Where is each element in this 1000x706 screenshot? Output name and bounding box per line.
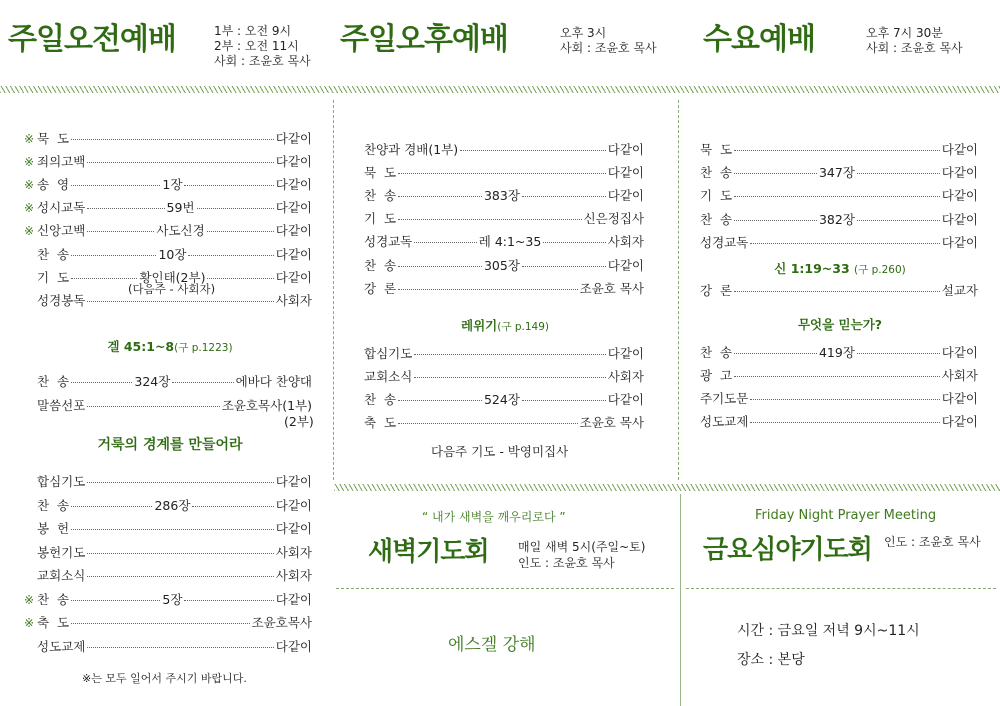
next-week-prayer: 다음주 기도 - 박영미집사 [431, 444, 569, 459]
order-label: 찬 송 [700, 345, 733, 360]
order-label: 주기도문 [700, 391, 749, 406]
leader-dots [398, 266, 482, 267]
order-label: 찬 송 [37, 591, 70, 607]
order-leader: 다같이 [275, 269, 313, 285]
order-row [700, 186, 978, 204]
dawn-prayer-info [518, 539, 645, 571]
leader-dots [172, 382, 233, 383]
leader-dots [184, 600, 273, 601]
order-row [24, 221, 312, 239]
leader-dots [857, 173, 940, 174]
friday-leader: 인도 : 조윤호 목사 [884, 535, 981, 549]
order-label: 찬 송 [37, 374, 70, 389]
leader-dots [87, 231, 154, 232]
morning-info-line: 1부 : 오전 9시 [214, 24, 292, 38]
order-label: 강 론 [700, 283, 733, 298]
order-detail: 419장 [818, 345, 855, 360]
order-row [700, 281, 978, 299]
order-label: 합심기도 [37, 474, 86, 489]
leader-dots [207, 231, 274, 232]
order-row [364, 163, 644, 181]
leader-dots [87, 553, 273, 554]
order-row [700, 210, 978, 228]
order-row [364, 413, 644, 431]
order-leader: 사회자 [275, 544, 312, 560]
column-divider-left [333, 100, 334, 480]
order-leader: 다같이 [607, 392, 644, 407]
order-label: 축 도 [364, 415, 397, 430]
order-row [24, 152, 312, 170]
order-row [24, 245, 312, 263]
order-leader: 다같이 [275, 497, 312, 513]
order-leader: 다같이 [941, 211, 978, 227]
leader-dots [71, 278, 137, 279]
order-leader: 다같이 [607, 257, 644, 273]
order-detail: 59번 [166, 200, 195, 216]
leader-dots [734, 220, 817, 221]
bottom-column-divider [680, 494, 681, 706]
leader-dots [750, 399, 939, 400]
order-label: 성시교독 [37, 200, 86, 216]
standing-mark: ※ [24, 224, 35, 239]
order-leader: 다같이 [941, 345, 978, 360]
order-label: 죄의고백 [37, 154, 86, 170]
leader-dots [207, 278, 273, 279]
leader-dots [71, 255, 156, 256]
order-label: 교회소식 [37, 568, 86, 583]
morning-info-line: 사회 : 조윤호 목사 [214, 54, 311, 68]
leader-dots [414, 242, 476, 243]
order-leader: 조윤호목사 [251, 615, 312, 630]
order-detail: 황인태(2부) [139, 269, 206, 285]
order-row [24, 129, 312, 147]
order-leader: 다같이 [275, 591, 312, 607]
order-detail: 383장 [483, 188, 520, 204]
order-row [700, 343, 978, 361]
order-leader: 에바다 찬양대 [235, 374, 313, 389]
dawn-prayer-title: 새벽기도회 [368, 537, 489, 567]
order-row [24, 613, 312, 631]
standing-mark: ※ [24, 178, 35, 193]
leader-dots [398, 400, 482, 401]
leader-dots [71, 185, 160, 186]
wednesday-info-line: 사회 : 조윤호 목사 [866, 41, 963, 55]
order-leader: 조윤호목사(1부) [221, 398, 312, 413]
order-leader: 다같이 [275, 223, 313, 239]
order-label: 봉 헌 [37, 521, 70, 536]
order-row [24, 372, 312, 390]
leader-dots [71, 506, 152, 507]
leader-dots [734, 291, 940, 292]
order-row [364, 367, 644, 385]
wednesday-scripture-text: 신 1:19~33 [774, 261, 850, 276]
order-label: 광 고 [700, 368, 733, 383]
standing-mark: ※ [24, 201, 35, 216]
leader-dots [734, 173, 817, 174]
order-leader: 다같이 [275, 154, 312, 170]
top-divider [0, 86, 1000, 93]
order-label: 성경교독 [364, 234, 413, 250]
order-leader: 조윤호 목사 [579, 415, 644, 430]
standing-mark: ※ [24, 592, 35, 607]
standing-footnote [82, 670, 247, 686]
order-label: 성경교독 [700, 234, 749, 250]
order-detail: 286장 [154, 497, 191, 513]
order-label: 송 영 [37, 177, 70, 193]
order-detail: 305장 [483, 257, 520, 273]
order-label: 찬 송 [700, 211, 733, 227]
standing-footnote-text: ※는 모두 일어서 주시기 바랍니다. [82, 672, 247, 685]
dawn-info-line: 매일 새벽 5시(주일~토) [518, 540, 646, 554]
leader-dots [522, 400, 606, 401]
leader-dots [71, 623, 250, 624]
order-row [24, 198, 312, 216]
order-label: 강 론 [364, 280, 397, 296]
order-row [364, 279, 644, 297]
dawn-quote: “ 내가 새벽을 깨우리로다 ” [422, 510, 566, 524]
leader-dots [192, 506, 273, 507]
order-leader: 다같이 [275, 474, 312, 489]
leader-dots [734, 196, 940, 197]
afternoon-sermon-text: 레위기 [461, 318, 498, 333]
order-leader: 다같이 [275, 200, 312, 216]
order-row [24, 543, 312, 561]
order-label: 성경봉독 [37, 292, 86, 308]
leader-dots [522, 266, 606, 267]
order-detail: 382장 [818, 211, 855, 227]
leader-dots [522, 196, 606, 197]
standing-mark: ※ [24, 155, 35, 170]
leader-dots [734, 150, 940, 151]
order-leader: 다같이 [607, 142, 644, 157]
sermon-second-service-note: (2부) [284, 414, 314, 429]
leader-dots [87, 301, 273, 302]
leader-dots [87, 208, 164, 209]
order-row [364, 186, 644, 204]
leader-dots [734, 376, 940, 377]
leader-dots [87, 647, 273, 648]
leader-dots [857, 220, 940, 221]
order-row [24, 519, 312, 537]
leader-dots [87, 576, 273, 577]
order-label: 성도교제 [700, 414, 749, 429]
leader-dots [87, 482, 273, 483]
morning-scripture [30, 337, 310, 355]
leader-dots [398, 196, 482, 197]
leader-dots [414, 354, 605, 355]
leader-dots [750, 243, 939, 244]
order-label: 기 도 [37, 269, 70, 285]
order-detail: 10장 [158, 246, 187, 262]
prayer-next-week-note: (다음주 - 사회자) [128, 282, 216, 296]
order-detail: 1장 [162, 177, 183, 193]
morning-scripture-text: 겔 45:1~8 [107, 339, 175, 354]
leader-dots [414, 377, 605, 378]
leader-dots [460, 150, 606, 151]
order-label: 기 도 [364, 211, 397, 227]
leader-dots [543, 242, 605, 243]
order-leader: 다같이 [607, 165, 644, 181]
friday-time: 시간 : 금요일 저녁 9시~11시 [737, 623, 920, 639]
order-leader: 다같이 [941, 234, 978, 250]
order-row [364, 390, 644, 408]
leader-dots [87, 406, 220, 407]
leader-dots [87, 162, 273, 163]
order-leader: 조윤호 목사 [579, 280, 644, 296]
afternoon-service-title: 주일오후예배 [340, 22, 508, 57]
order-label: 묵 도 [364, 165, 397, 181]
leader-dots [398, 219, 582, 220]
leader-dots [750, 422, 939, 423]
order-label: 찬 송 [700, 165, 733, 181]
afternoon-sermon-title [360, 316, 650, 334]
order-detail: 레 4:1~35 [478, 234, 542, 250]
order-row [24, 590, 312, 608]
order-row [700, 140, 978, 158]
wednesday-service-title: 수요예배 [703, 22, 815, 57]
order-leader: 다같이 [607, 188, 644, 204]
order-row [24, 396, 312, 414]
order-detail: 324장 [134, 374, 171, 389]
order-leader: 다같이 [275, 521, 312, 536]
order-leader: 다같이 [941, 414, 978, 429]
order-leader: 다같이 [941, 142, 978, 157]
leader-dots [398, 289, 578, 290]
order-row [24, 496, 312, 514]
afternoon-service-info [560, 26, 657, 56]
leader-dots [71, 382, 132, 383]
order-label: 찬 송 [364, 257, 397, 273]
order-label: 축 도 [37, 615, 70, 630]
order-row [24, 637, 312, 655]
friday-prayer-title: 금요심야기도회 [703, 535, 872, 565]
order-row [700, 233, 978, 251]
dawn-info-line: 인도 : 조윤호 목사 [518, 556, 615, 570]
order-leader: 설교자 [941, 283, 978, 298]
friday-place: 장소 : 본당 [737, 652, 805, 668]
leader-dots [857, 353, 940, 354]
order-label: 말씀선포 [37, 398, 86, 413]
leader-dots [197, 208, 274, 209]
order-label: 교회소식 [364, 369, 413, 384]
bottom-divider [334, 484, 1000, 491]
order-detail: 347장 [818, 165, 855, 181]
order-label: 찬 송 [364, 392, 397, 407]
order-leader: 다같이 [941, 165, 978, 181]
leader-dots [71, 139, 274, 140]
order-detail: 524장 [483, 392, 520, 407]
order-row [364, 344, 644, 362]
order-row [24, 472, 312, 490]
order-label: 기 도 [700, 188, 733, 204]
order-leader: 신은정집사 [583, 211, 644, 227]
dawn-study-title: 에스겔 강해 [448, 635, 536, 655]
order-leader: 다같이 [275, 177, 312, 193]
order-row [700, 366, 978, 384]
order-row [700, 163, 978, 181]
leader-dots [71, 600, 160, 601]
order-label: 찬 송 [37, 497, 70, 513]
order-label: 봉헌기도 [37, 544, 86, 560]
afternoon-info-line: 사회 : 조윤호 목사 [560, 41, 657, 55]
order-label: 신앙고백 [37, 223, 86, 239]
order-row [364, 140, 644, 158]
order-row [24, 566, 312, 584]
order-label: 합심기도 [364, 346, 413, 361]
order-label: 묵 도 [37, 131, 70, 146]
order-label: 찬 송 [364, 188, 397, 204]
order-leader: 다같이 [275, 131, 312, 146]
morning-info-line: 2부 : 오전 11시 [214, 39, 299, 53]
order-label: 찬 송 [37, 246, 70, 262]
friday-subtitle: Friday Night Prayer Meeting [755, 508, 937, 523]
leader-dots [184, 185, 273, 186]
order-leader: 사회자 [607, 369, 644, 384]
morning-service-info [214, 24, 311, 69]
standing-mark: ※ [24, 616, 35, 630]
leader-dots [734, 353, 817, 354]
leader-dots [398, 423, 578, 424]
order-row [700, 412, 978, 430]
wednesday-scripture-ref: (구 p.260) [854, 264, 906, 276]
dawn-separator [336, 588, 674, 589]
order-leader: 다같이 [941, 391, 978, 406]
order-row [364, 256, 644, 274]
morning-sermon-title: 거룩의 경계를 만들어라 [97, 437, 243, 453]
friday-separator [686, 588, 996, 589]
order-label: 묵 도 [700, 142, 733, 157]
wednesday-info-line: 오후 7시 30분 [866, 26, 943, 40]
order-detail: 5장 [162, 591, 183, 607]
order-leader: 다같이 [275, 638, 312, 654]
order-label: 성도교제 [37, 638, 86, 654]
wednesday-service-info [866, 26, 963, 56]
afternoon-sermon-ref: (구 p.149) [497, 321, 549, 333]
leader-dots [71, 529, 274, 530]
order-label: 찬양과 경배(1부) [364, 142, 459, 157]
wednesday-sermon-title: 무엇을 믿는가? [797, 317, 883, 332]
order-leader: 사회자 [941, 368, 978, 383]
order-leader: 사회자 [607, 234, 644, 250]
order-row [364, 232, 644, 250]
order-row [700, 389, 978, 407]
order-leader: 사회자 [275, 568, 312, 583]
order-leader: 다같이 [607, 346, 644, 361]
morning-service-title: 주일오전예배 [8, 22, 176, 57]
order-leader: 다같이 [275, 246, 313, 262]
order-row [364, 209, 644, 227]
order-leader: 다같이 [941, 188, 978, 204]
order-row [24, 175, 312, 193]
morning-scripture-ref: (구 p.1223) [174, 342, 233, 354]
column-divider-right [678, 100, 679, 480]
order-leader: 사회자 [275, 292, 312, 308]
leader-dots [398, 173, 606, 174]
leader-dots [188, 255, 273, 256]
wednesday-scripture [700, 259, 980, 277]
order-detail: 사도신경 [156, 223, 205, 239]
standing-mark: ※ [24, 132, 35, 146]
afternoon-info-line: 오후 3시 [560, 26, 607, 40]
